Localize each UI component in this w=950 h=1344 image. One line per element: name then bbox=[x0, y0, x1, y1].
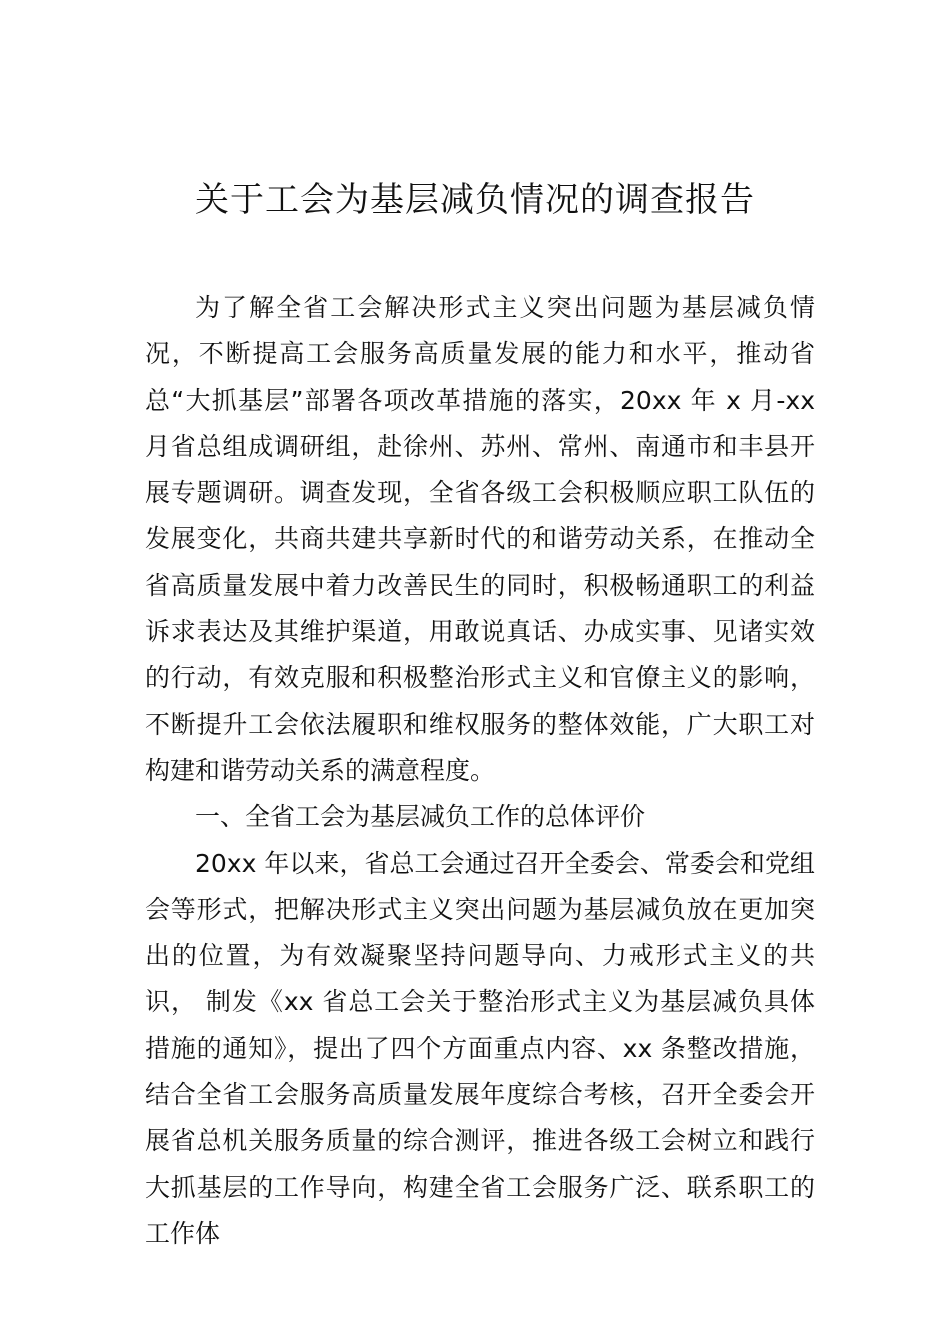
intro-paragraph: 为了解全省工会解决形式主义突出问题为基层减负情况，不断提高工会服务高质量发展的能力和水平，推动省总“大抓基层”部署各项改革措施的落实，20xx 年 x 月-xx 月省总组成调研组，赴徐州、苏州、常州、南通市和丰县开展专题调研。调查发现，全省各级工会积极顺应职工队伍的发展变化，共商共建共享新时代的和谐劳动关系，在推动全省高质量发展中着力改善民生的同时，积极畅通职工的利益诉求表达及其维护渠道，用敢说真话、办成实事、见诸实效的行动，有效克服和积极整治形式主义和官僚主义的影响，不断提升工会依法履职和维权服务的整体效能，广大职工对构建和谐劳动关系的满意程度。 bbox=[145, 293, 815, 785]
document-title: 关于工会为基层减负情况的调查报告 bbox=[195, 180, 755, 220]
section-heading: 一、全省工会为基层减负工作的总体评价 bbox=[195, 802, 646, 832]
document-body bbox=[145, 285, 815, 1257]
section-paragraph: 20xx 年以来，省总工会通过召开全委会、常委会和党组会等形式，把解决形式主义突出问题为基层减负放在更加突出的位置，为有效凝聚坚持问题导向、力戒形式主义的共识， 制发《xx 省总工会关于整治形式主义为基层减负具体措施的通知》，提出了四个方面重点内容、xx 条整改措施，结合全省工会服务高质量发展年度综合考核，召开全委会开展省总机关服务质量的综合测评，推进各级工会树立和践行大抓基层的工作导向，构建全省工会服务广泛、联系职工的工作体 bbox=[145, 848, 815, 1248]
